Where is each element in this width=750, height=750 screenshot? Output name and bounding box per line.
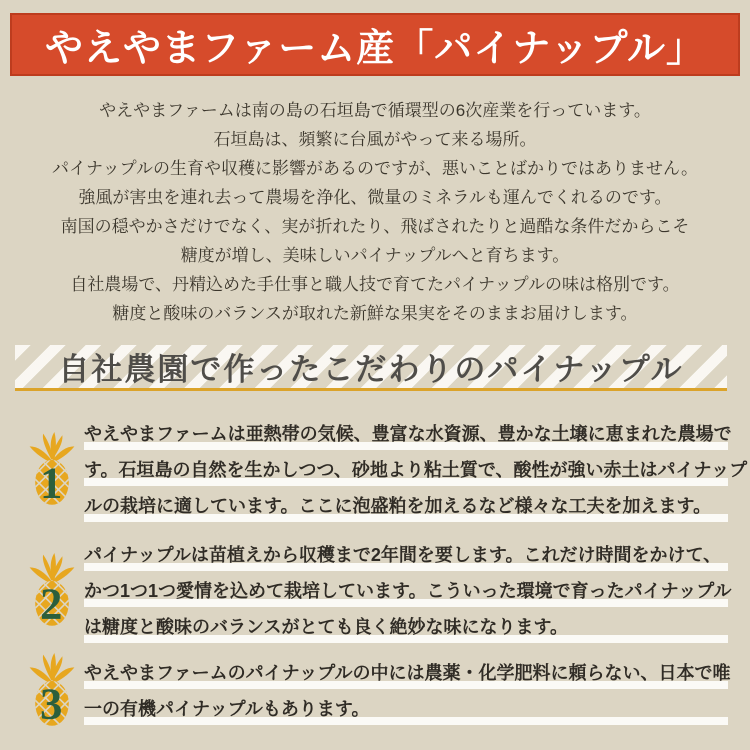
feature-text — [84, 655, 731, 727]
feature-row-2 — [28, 537, 732, 645]
text-line: やえやまファームのパイナップルの中には農薬・化学肥料に頼らない、日本で唯 — [84, 655, 728, 691]
text-line: 南国の穏やかさだけでなく、実が折れたり、飛ばされたりと過酷な条件だからこそ — [60, 217, 690, 236]
feature-number: 3 — [39, 678, 63, 729]
title-banner — [10, 13, 740, 76]
text-line: 石垣島は、頻繁に台風がやって来る場所。 — [213, 130, 537, 149]
text-line: 糖度が増し、美味しいパイナップルへと育ちます。 — [180, 246, 570, 265]
section-heading-banner — [15, 345, 727, 391]
text-line: ルの栽培に適しています。ここに泡盛粕を加えるなど様々な工夫を加えます。 — [84, 488, 728, 524]
section-heading-text: 自社農園で作ったこだわりのパイナップル — [58, 352, 684, 387]
feature-text — [84, 537, 732, 645]
feature-row-3 — [28, 655, 731, 729]
pineapple-icon — [28, 653, 76, 729]
text-line: パイナップルの生育や収穫に影響があるのですが、悪いことばかりではありません。 — [52, 159, 698, 178]
text-line: 自社農場で、丹精込めた手仕事と職人技で育てたパイナップルの味は格別です。 — [70, 275, 680, 294]
pineapple-icon — [28, 432, 76, 508]
feature-row-1 — [28, 416, 748, 524]
text-line: 糖度と酸味のバランスが取れた新鮮な果実をそのままお届けします。 — [112, 304, 638, 323]
page-title: やえやまファーム産「パイナップル」 — [45, 28, 705, 70]
text-line: は糖度と酸味のバランスがとても良く絶妙な味になります。 — [84, 609, 728, 645]
text-line: やえやまファームは南の島の石垣島で循環型の6次産業を行っています。 — [99, 101, 651, 120]
feature-text — [84, 416, 748, 524]
intro-paragraph — [0, 96, 750, 328]
text-line: かつ1つ1つ愛情を込めて栽培しています。こういった環境で育ったパイナップル — [84, 573, 728, 609]
text-line: やえやまファームは亜熱帯の気候、豊富な水資源、豊かな土壌に恵まれた農場で — [84, 416, 728, 452]
text-line: 一の有機パイナップルもあります。 — [84, 691, 728, 727]
text-line: パイナップルは苗植えから収穫まで2年間を要します。これだけ時間をかけて、 — [84, 537, 728, 573]
text-line: す。石垣島の自然を生かしつつ、砂地より粘土質で、酸性が強い赤土はパイナップ — [84, 452, 728, 488]
pineapple-icon — [28, 553, 76, 629]
feature-number: 1 — [39, 457, 63, 508]
feature-number: 2 — [39, 578, 63, 629]
text-line: 強風が害虫を連れ去って農場を浄化、微量のミネラルも運んでくれるのです。 — [78, 188, 672, 207]
